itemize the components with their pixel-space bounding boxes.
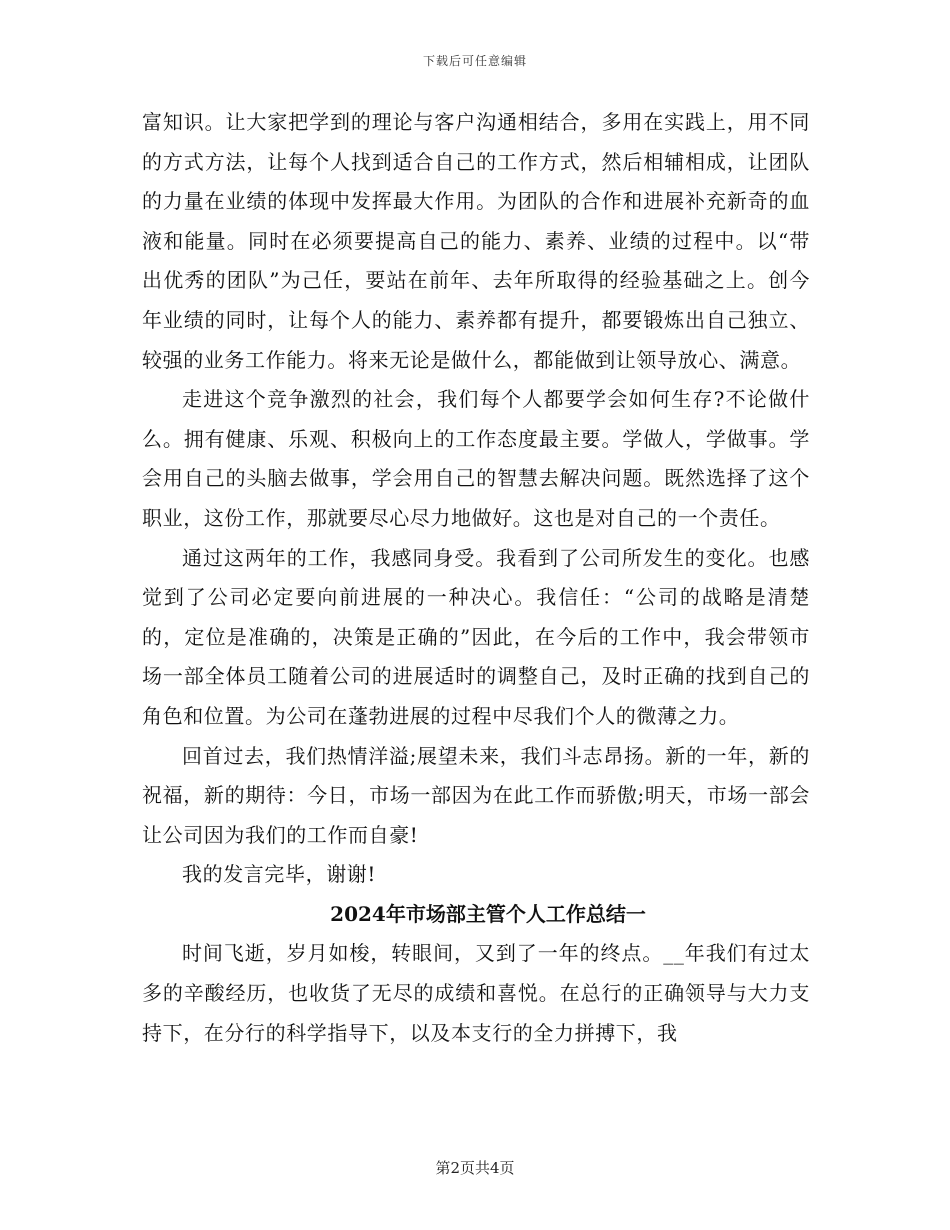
page-header: 下载后可任意编辑 <box>422 54 527 68</box>
paragraph-4: 回首过去，我们热情洋溢;展望未来，我们斗志昂扬。新的一年，新的祝福，新的期待：今日，市场一部因为在此工作而骄傲;明天，市场一部会让公司因为我们的工作而自豪! <box>142 743 810 847</box>
document-body <box>142 103 810 1053</box>
paragraph-5: 我的发言完毕，谢谢! <box>182 862 377 887</box>
paragraph-1: 富知识。让大家把学到的理论与客户沟通相结合，多用在实践上，用不同的方式方法，让每个人找到适合自己的工作方式，然后相辅相成，让团队的力量在业绩的体现中发挥最大作用。为团队的合作和进展补充新奇的血液和能量。同时在必须要提高自己的能力、素养、业绩的过程中。以“带出优秀的团队”为己任，要站在前年、去年所取得的经验基础之上。创今年业绩的同时，让每个人的能力、素养都有提升，都要锻炼出自己独立、较强的业务工作能力。将来无论是做什么，都能做到让领导放心、满意。 <box>142 110 810 372</box>
section-paragraph-1: 时间飞逝，岁月如梭，转眼间，又到了一年的终点。__年我们有过太多的辛酸经历，也收货了无尽的成绩和喜悦。在总行的正确领导与大力支持下，在分行的科学指导下，以及本支行的全力拼搏下，我 <box>142 941 810 1045</box>
page-footer: 第2页共4页 <box>435 1159 515 1177</box>
section-title: 2024年市场部主管个人工作总结一 <box>330 901 646 926</box>
paragraph-3: 通过这两年的工作，我感同身受。我看到了公司所发生的变化。也感觉到了公司必定要向前进展的一种决心。我信任：“公司的战略是清楚的，定位是准确的，决策是正确的”因此，在今后的工作中，我会带领市场一部全体员工随着公司的进展适时的调整自己，及时正确的找到自己的角色和位置。为公司在蓬勃进展的过程中尽我们个人的微薄之力。 <box>142 545 810 728</box>
paragraph-2: 走进这个竞争激烈的社会，我们每个人都要学会如何生存?不论做什么。拥有健康、乐观、积极向上的工作态度最主要。学做人，学做事。学会用自己的头脑去做事，学会用自己的智慧去解决问题。既然选择了这个职业，这份工作，那就要尽心尽力地做好。这也是对自己的一个责任。 <box>142 387 810 530</box>
